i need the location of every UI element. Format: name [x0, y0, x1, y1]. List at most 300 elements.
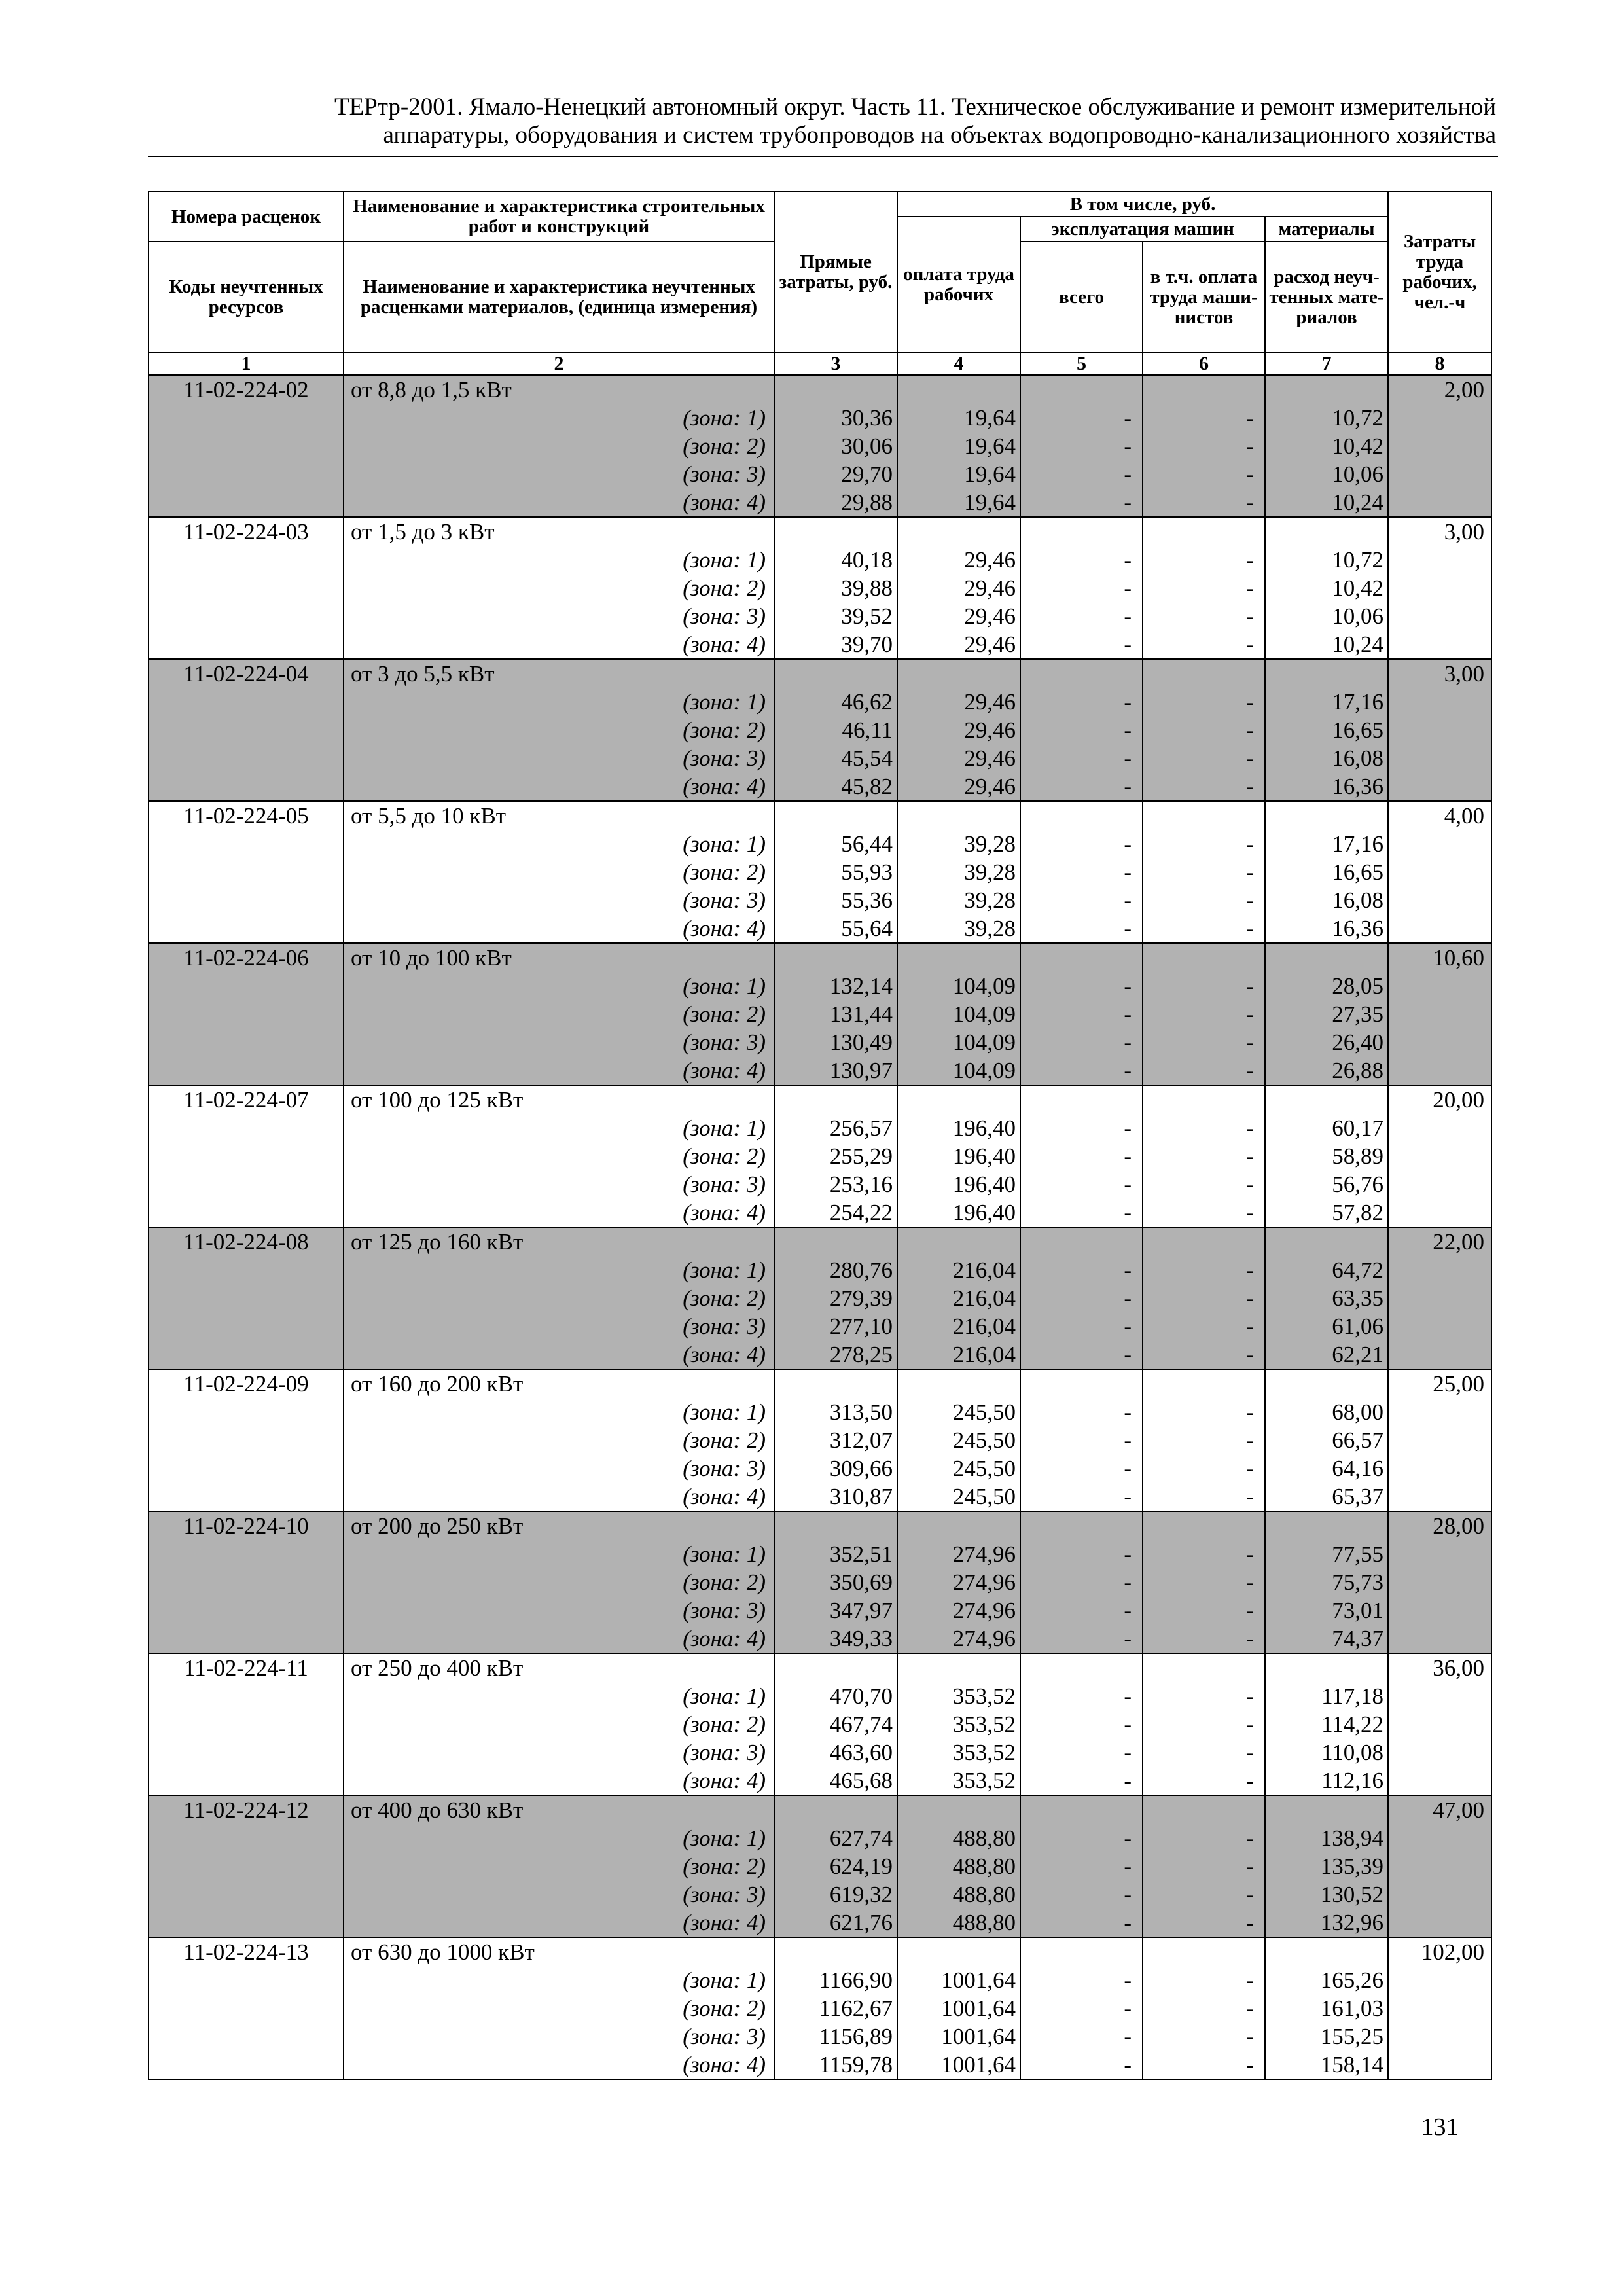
empty-cell — [149, 1966, 344, 1994]
empty-cell — [1265, 1795, 1388, 1824]
empty-cell — [1388, 1170, 1491, 1198]
table-row-zone — [149, 1596, 1491, 1624]
material-consumption: 16,36 — [1265, 772, 1388, 801]
machinist-pay: - — [1143, 574, 1265, 602]
worker-pay: 104,09 — [897, 1000, 1020, 1028]
labor-costs: 10,60 — [1388, 943, 1491, 972]
col-head-work-name: Наименование и характеристика строительных работ и конструкций — [344, 192, 774, 242]
empty-cell — [149, 830, 344, 858]
worker-pay: 1001,64 — [897, 1994, 1020, 2022]
zone-label: (зона: 1) — [344, 1966, 774, 1994]
zone-label: (зона: 4) — [344, 2051, 774, 2079]
table-row-zone — [149, 1568, 1491, 1596]
machinist-pay: - — [1143, 602, 1265, 630]
table-row-zone — [149, 1482, 1491, 1511]
table-row-zone — [149, 1966, 1491, 1994]
empty-cell — [1388, 1256, 1491, 1284]
worker-pay: 488,80 — [897, 1852, 1020, 1880]
machinist-pay: - — [1143, 1824, 1265, 1852]
page-header — [149, 93, 1496, 149]
machinist-pay: - — [1143, 1114, 1265, 1142]
zone-label: (зона: 1) — [344, 1398, 774, 1426]
machine-total: - — [1020, 886, 1143, 914]
table-row-zone — [149, 1682, 1491, 1710]
direct-costs: 55,36 — [774, 886, 897, 914]
rate-code: 11-02-224-08 — [149, 1227, 344, 1256]
empty-cell — [774, 517, 897, 546]
empty-cell — [774, 375, 897, 404]
machine-total: - — [1020, 1056, 1143, 1085]
table-row-zone — [149, 574, 1491, 602]
empty-cell — [1020, 1511, 1143, 1540]
empty-cell — [149, 1426, 344, 1454]
material-consumption: 165,26 — [1265, 1966, 1388, 1994]
machine-total: - — [1020, 1170, 1143, 1198]
direct-costs: 621,76 — [774, 1909, 897, 1937]
labor-costs: 20,00 — [1388, 1085, 1491, 1114]
empty-cell — [1388, 2051, 1491, 2079]
table-row-zone — [149, 1312, 1491, 1340]
material-consumption: 75,73 — [1265, 1568, 1388, 1596]
zone-label: (зона: 4) — [344, 1767, 774, 1795]
table-row-zone — [149, 1170, 1491, 1198]
direct-costs: 130,97 — [774, 1056, 897, 1085]
empty-cell — [774, 1937, 897, 1966]
empty-cell — [1020, 1227, 1143, 1256]
material-consumption: 110,08 — [1265, 1738, 1388, 1767]
machine-total: - — [1020, 460, 1143, 488]
machinist-pay: - — [1143, 1994, 1265, 2022]
zone-label: (зона: 3) — [344, 1312, 774, 1340]
table-row-zone — [149, 1767, 1491, 1795]
table-row-rate-header — [149, 659, 1491, 688]
empty-cell — [149, 602, 344, 630]
machinist-pay: - — [1143, 1710, 1265, 1738]
zone-label: (зона: 4) — [344, 630, 774, 659]
direct-costs: 280,76 — [774, 1256, 897, 1284]
empty-cell — [1388, 1056, 1491, 1085]
empty-cell — [1143, 1369, 1265, 1398]
rate-name: от 400 до 630 кВт — [344, 1795, 774, 1824]
rate-name: от 10 до 100 кВт — [344, 943, 774, 972]
empty-cell — [1143, 375, 1265, 404]
machinist-pay: - — [1143, 546, 1265, 574]
material-consumption: 16,08 — [1265, 744, 1388, 772]
rate-name: от 630 до 1000 кВт — [344, 1937, 774, 1966]
machine-total: - — [1020, 1568, 1143, 1596]
empty-cell — [149, 1880, 344, 1909]
col-head-direct-costs: Прямые затраты, руб. — [774, 192, 897, 353]
table-row-zone — [149, 1852, 1491, 1880]
direct-costs: 55,64 — [774, 914, 897, 943]
machine-total: - — [1020, 1284, 1143, 1312]
table-row-zone — [149, 1284, 1491, 1312]
empty-cell — [1388, 1738, 1491, 1767]
empty-cell — [149, 1540, 344, 1568]
table-row-rate-header — [149, 517, 1491, 546]
empty-cell — [149, 1256, 344, 1284]
rate-code: 11-02-224-13 — [149, 1937, 344, 1966]
zone-label: (зона: 1) — [344, 688, 774, 716]
table-row-zone — [149, 1398, 1491, 1426]
empty-cell — [149, 1142, 344, 1170]
machinist-pay: - — [1143, 1426, 1265, 1454]
machinist-pay: - — [1143, 744, 1265, 772]
machine-total: - — [1020, 972, 1143, 1000]
machine-total: - — [1020, 1482, 1143, 1511]
table-row-zone — [149, 1426, 1491, 1454]
empty-cell — [149, 688, 344, 716]
table-row-zone — [149, 1340, 1491, 1369]
empty-cell — [149, 460, 344, 488]
direct-costs: 279,39 — [774, 1284, 897, 1312]
col-head-total: всего — [1020, 242, 1143, 353]
direct-costs: 131,44 — [774, 1000, 897, 1028]
rate-code: 11-02-224-06 — [149, 943, 344, 972]
table-row-zone — [149, 1710, 1491, 1738]
empty-cell — [1388, 972, 1491, 1000]
empty-cell — [149, 1028, 344, 1056]
machine-total: - — [1020, 1738, 1143, 1767]
machinist-pay: - — [1143, 1198, 1265, 1227]
zone-label: (зона: 2) — [344, 1426, 774, 1454]
worker-pay: 353,52 — [897, 1682, 1020, 1710]
empty-cell — [149, 1824, 344, 1852]
material-consumption: 64,16 — [1265, 1454, 1388, 1482]
empty-cell — [1388, 688, 1491, 716]
labor-costs: 25,00 — [1388, 1369, 1491, 1398]
table-row-zone — [149, 1738, 1491, 1767]
zone-label: (зона: 4) — [344, 1909, 774, 1937]
zone-label: (зона: 2) — [344, 1000, 774, 1028]
empty-cell — [1020, 801, 1143, 830]
rate-code: 11-02-224-07 — [149, 1085, 344, 1114]
machine-total: - — [1020, 1994, 1143, 2022]
col-head-material-name: Наименование и характеристика неучтенных расценками материалов, (единица измерения) — [344, 242, 774, 353]
zone-label: (зона: 4) — [344, 1482, 774, 1511]
table-row-zone — [149, 404, 1491, 432]
worker-pay: 29,46 — [897, 716, 1020, 744]
worker-pay: 274,96 — [897, 1624, 1020, 1653]
labor-costs: 102,00 — [1388, 1937, 1491, 1966]
empty-cell — [897, 1511, 1020, 1540]
col-head-worker-pay: оплата труда рабочих — [897, 217, 1020, 353]
machine-total: - — [1020, 546, 1143, 574]
direct-costs: 132,14 — [774, 972, 897, 1000]
machinist-pay: - — [1143, 1624, 1265, 1653]
empty-cell — [1143, 943, 1265, 972]
zone-label: (зона: 2) — [344, 1568, 774, 1596]
header-line-1: ТЕРтр-2001. Ямало-Ненецкий автономный округ. Часть 11. Техническое обслуживание и ремонт измерительной — [334, 94, 1496, 120]
material-consumption: 10,72 — [1265, 546, 1388, 574]
direct-costs: 312,07 — [774, 1426, 897, 1454]
direct-costs: 253,16 — [774, 1170, 897, 1198]
direct-costs: 254,22 — [774, 1198, 897, 1227]
machine-total: - — [1020, 688, 1143, 716]
rate-code: 11-02-224-05 — [149, 801, 344, 830]
rate-code: 11-02-224-11 — [149, 1653, 344, 1682]
direct-costs: 255,29 — [774, 1142, 897, 1170]
direct-costs: 55,93 — [774, 858, 897, 886]
machinist-pay: - — [1143, 1482, 1265, 1511]
zone-label: (зона: 3) — [344, 2022, 774, 2051]
zone-label: (зона: 3) — [344, 1170, 774, 1198]
direct-costs: 29,88 — [774, 488, 897, 517]
empty-cell — [149, 1596, 344, 1624]
rate-code: 11-02-224-02 — [149, 375, 344, 404]
labor-costs: 2,00 — [1388, 375, 1491, 404]
empty-cell — [149, 1624, 344, 1653]
machinist-pay: - — [1143, 460, 1265, 488]
empty-cell — [897, 1085, 1020, 1114]
table-row-zone — [149, 744, 1491, 772]
empty-cell — [149, 1056, 344, 1085]
empty-cell — [1143, 517, 1265, 546]
col-head-resource-codes: Коды неучтенных ресурсов — [149, 242, 344, 353]
material-consumption: 10,72 — [1265, 404, 1388, 432]
empty-cell — [149, 2051, 344, 2079]
empty-cell — [149, 1170, 344, 1198]
direct-costs: 39,70 — [774, 630, 897, 659]
direct-costs: 463,60 — [774, 1738, 897, 1767]
machinist-pay: - — [1143, 1028, 1265, 1056]
direct-costs: 39,88 — [774, 574, 897, 602]
empty-cell — [1388, 1482, 1491, 1511]
worker-pay: 29,46 — [897, 630, 1020, 659]
direct-costs: 309,66 — [774, 1454, 897, 1482]
worker-pay: 1001,64 — [897, 2022, 1020, 2051]
empty-cell — [149, 716, 344, 744]
table-row-zone — [149, 1142, 1491, 1170]
empty-cell — [149, 1852, 344, 1880]
col-number: 7 — [1265, 353, 1388, 375]
worker-pay: 488,80 — [897, 1824, 1020, 1852]
col-number: 4 — [897, 353, 1020, 375]
col-head-materials: материалы — [1265, 217, 1388, 242]
machinist-pay: - — [1143, 716, 1265, 744]
machine-total: - — [1020, 1028, 1143, 1056]
machine-total: - — [1020, 1540, 1143, 1568]
machinist-pay: - — [1143, 1284, 1265, 1312]
machine-total: - — [1020, 602, 1143, 630]
empty-cell — [149, 972, 344, 1000]
table-row-zone — [149, 630, 1491, 659]
machinist-pay: - — [1143, 488, 1265, 517]
empty-cell — [1265, 1653, 1388, 1682]
empty-cell — [774, 1085, 897, 1114]
table-row-zone — [149, 460, 1491, 488]
col-number: 6 — [1143, 353, 1265, 375]
rate-code: 11-02-224-03 — [149, 517, 344, 546]
zone-label: (зона: 2) — [344, 858, 774, 886]
table-row-zone — [149, 1540, 1491, 1568]
machine-total: - — [1020, 1000, 1143, 1028]
col-number: 3 — [774, 353, 897, 375]
direct-costs: 30,06 — [774, 432, 897, 460]
machine-total: - — [1020, 1880, 1143, 1909]
material-consumption: 73,01 — [1265, 1596, 1388, 1624]
machinist-pay: - — [1143, 404, 1265, 432]
empty-cell — [1143, 1227, 1265, 1256]
material-consumption: 60,17 — [1265, 1114, 1388, 1142]
machinist-pay: - — [1143, 1909, 1265, 1937]
empty-cell — [1265, 1227, 1388, 1256]
empty-cell — [774, 801, 897, 830]
zone-label: (зона: 1) — [344, 546, 774, 574]
empty-cell — [897, 1227, 1020, 1256]
empty-cell — [1388, 1966, 1491, 1994]
machine-total: - — [1020, 488, 1143, 517]
labor-costs: 22,00 — [1388, 1227, 1491, 1256]
empty-cell — [1388, 1540, 1491, 1568]
zone-label: (зона: 4) — [344, 1198, 774, 1227]
empty-cell — [149, 1482, 344, 1511]
worker-pay: 245,50 — [897, 1398, 1020, 1426]
material-consumption: 16,36 — [1265, 914, 1388, 943]
material-consumption: 138,94 — [1265, 1824, 1388, 1852]
direct-costs: 30,36 — [774, 404, 897, 432]
rates-table — [148, 191, 1492, 2080]
rate-code: 11-02-224-09 — [149, 1369, 344, 1398]
machinist-pay: - — [1143, 830, 1265, 858]
empty-cell — [1388, 744, 1491, 772]
col-head-machine-operation: эксплуатация машин — [1020, 217, 1265, 242]
rate-name: от 5,5 до 10 кВт — [344, 801, 774, 830]
worker-pay: 39,28 — [897, 914, 1020, 943]
col-number: 8 — [1388, 353, 1491, 375]
direct-costs: 1166,90 — [774, 1966, 897, 1994]
machinist-pay: - — [1143, 972, 1265, 1000]
worker-pay: 216,04 — [897, 1256, 1020, 1284]
machine-total: - — [1020, 1824, 1143, 1852]
header-line-2: аппаратуры, оборудования и систем трубопроводов на объектах водопроводно-канализационного хозяйства — [383, 122, 1496, 149]
direct-costs: 256,57 — [774, 1114, 897, 1142]
direct-costs: 40,18 — [774, 546, 897, 574]
direct-costs: 278,25 — [774, 1340, 897, 1369]
zone-label: (зона: 1) — [344, 404, 774, 432]
worker-pay: 245,50 — [897, 1426, 1020, 1454]
worker-pay: 274,96 — [897, 1568, 1020, 1596]
empty-cell — [149, 1284, 344, 1312]
worker-pay: 216,04 — [897, 1312, 1020, 1340]
material-consumption: 132,96 — [1265, 1909, 1388, 1937]
empty-cell — [1388, 488, 1491, 517]
direct-costs: 350,69 — [774, 1568, 897, 1596]
empty-cell — [1388, 1312, 1491, 1340]
rate-name: от 100 до 125 кВт — [344, 1085, 774, 1114]
worker-pay: 39,28 — [897, 858, 1020, 886]
zone-label: (зона: 2) — [344, 716, 774, 744]
empty-cell — [149, 546, 344, 574]
machine-total: - — [1020, 1682, 1143, 1710]
empty-cell — [1265, 517, 1388, 546]
zone-label: (зона: 2) — [344, 432, 774, 460]
direct-costs: 347,97 — [774, 1596, 897, 1624]
table-row-rate-header — [149, 1085, 1491, 1114]
zone-label: (зона: 3) — [344, 1596, 774, 1624]
material-consumption: 17,16 — [1265, 688, 1388, 716]
material-consumption: 77,55 — [1265, 1540, 1388, 1568]
machinist-pay: - — [1143, 1312, 1265, 1340]
table-row-zone — [149, 1824, 1491, 1852]
table-row-zone — [149, 1994, 1491, 2022]
material-consumption: 28,05 — [1265, 972, 1388, 1000]
worker-pay: 1001,64 — [897, 1966, 1020, 1994]
worker-pay: 39,28 — [897, 886, 1020, 914]
empty-cell — [149, 1454, 344, 1482]
empty-cell — [774, 1369, 897, 1398]
direct-costs: 45,54 — [774, 744, 897, 772]
material-consumption: 112,16 — [1265, 1767, 1388, 1795]
empty-cell — [149, 1909, 344, 1937]
machinist-pay: - — [1143, 1966, 1265, 1994]
machine-total: - — [1020, 1710, 1143, 1738]
empty-cell — [1265, 943, 1388, 972]
table-row-rate-header — [149, 375, 1491, 404]
empty-cell — [1143, 1795, 1265, 1824]
material-consumption: 65,37 — [1265, 1482, 1388, 1511]
empty-cell — [1265, 1085, 1388, 1114]
direct-costs: 349,33 — [774, 1624, 897, 1653]
material-consumption: 68,00 — [1265, 1398, 1388, 1426]
machinist-pay: - — [1143, 1454, 1265, 1482]
zone-label: (зона: 3) — [344, 460, 774, 488]
worker-pay: 353,52 — [897, 1738, 1020, 1767]
worker-pay: 196,40 — [897, 1170, 1020, 1198]
empty-cell — [1265, 801, 1388, 830]
machine-total: - — [1020, 1256, 1143, 1284]
table-row-zone — [149, 1909, 1491, 1937]
zone-label: (зона: 4) — [344, 488, 774, 517]
worker-pay: 488,80 — [897, 1880, 1020, 1909]
direct-costs: 46,11 — [774, 716, 897, 744]
empty-cell — [1388, 574, 1491, 602]
machine-total: - — [1020, 1454, 1143, 1482]
empty-cell — [1388, 1994, 1491, 2022]
empty-cell — [774, 659, 897, 688]
material-consumption: 56,76 — [1265, 1170, 1388, 1198]
empty-cell — [149, 432, 344, 460]
machinist-pay: - — [1143, 1398, 1265, 1426]
material-consumption: 161,03 — [1265, 1994, 1388, 2022]
empty-cell — [149, 858, 344, 886]
material-consumption: 26,88 — [1265, 1056, 1388, 1085]
table-row-zone — [149, 1114, 1491, 1142]
machinist-pay: - — [1143, 886, 1265, 914]
zone-label: (зона: 1) — [344, 972, 774, 1000]
machine-total: - — [1020, 914, 1143, 943]
material-consumption: 10,06 — [1265, 460, 1388, 488]
machinist-pay: - — [1143, 2051, 1265, 2079]
machine-total: - — [1020, 716, 1143, 744]
table-row-zone — [149, 2022, 1491, 2051]
machinist-pay: - — [1143, 772, 1265, 801]
material-consumption: 26,40 — [1265, 1028, 1388, 1056]
empty-cell — [1388, 772, 1491, 801]
empty-cell — [1388, 1000, 1491, 1028]
rate-name: от 200 до 250 кВт — [344, 1511, 774, 1540]
zone-label: (зона: 1) — [344, 1540, 774, 1568]
material-consumption: 117,18 — [1265, 1682, 1388, 1710]
empty-cell — [1143, 1511, 1265, 1540]
zone-label: (зона: 1) — [344, 1114, 774, 1142]
worker-pay: 104,09 — [897, 1056, 1020, 1085]
empty-cell — [1020, 517, 1143, 546]
empty-cell — [1020, 1369, 1143, 1398]
empty-cell — [1020, 659, 1143, 688]
machinist-pay: - — [1143, 1256, 1265, 1284]
machinist-pay: - — [1143, 1596, 1265, 1624]
